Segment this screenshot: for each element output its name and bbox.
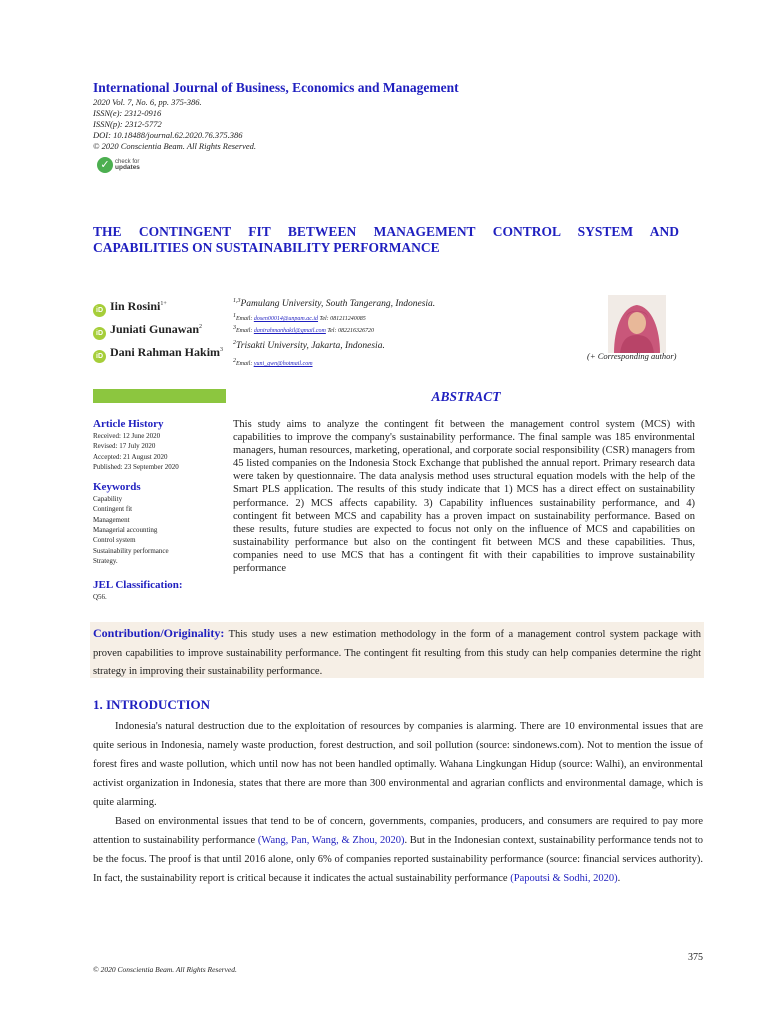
author-name: Iin Rosini bbox=[110, 299, 161, 313]
meta-line: © 2020 Conscientia Beam. All Rights Reserved. bbox=[93, 141, 257, 151]
author-photo bbox=[608, 295, 666, 353]
meta-line: DOI: 10.18488/journal.62.2020.76.375.386 bbox=[93, 130, 243, 140]
check-updates-line2: updates bbox=[115, 164, 140, 171]
keyword-item: Managerial accounting bbox=[93, 526, 158, 535]
jel-value: Q56. bbox=[93, 593, 107, 602]
footer-copyright: © 2020 Conscientia Beam. All Rights Reserved. bbox=[93, 965, 237, 974]
email-link-2[interactable]: yuni_gwn@hotmail.com bbox=[253, 361, 313, 368]
introduction-heading: 1. INTRODUCTION bbox=[93, 697, 211, 712]
history-item: Revised: 17 July 2020 bbox=[93, 442, 156, 451]
meta-line: 2020 Vol. 7, No. 6, pp. 375-386. bbox=[93, 97, 202, 107]
keyword-item: Control system bbox=[93, 536, 136, 545]
contribution-body: This study uses a new estimation methodology in the form of a management control system package with proven capabilities to improve sustainability performance. The contingent fit resulting from this study can help companies determine the right strategy in improving their sustainability performance. bbox=[93, 629, 701, 677]
orcid-icon[interactable]: iD bbox=[93, 304, 106, 317]
introduction-body bbox=[93, 717, 703, 888]
author-item bbox=[93, 317, 233, 340]
intro-paragraph-2: Based on environmental issues that tend to be of concern, governments, companies, producers, and consumers are required to pay more attention to sustainability performance (Wang, Pan, Wang, & Zhou, 2020). But in the Indonesian context, sustainability performance tends not to be the focus. The proof is that until 2016 alone, only 6% of companies reported sustainability performance (source: financial services authority). In fact, the sustainability report is critical because it indicates the actual sustainability performance (Papoutsi & Sodhi, 2020). bbox=[93, 816, 703, 884]
history-item: Published: 23 September 2020 bbox=[93, 462, 179, 471]
article-history-heading: Article History bbox=[93, 418, 164, 430]
journal-meta bbox=[93, 97, 256, 152]
email-line-2: $^2$Email: yuni_gwn@hotmail.com bbox=[233, 358, 313, 368]
author-name: Dani Rahman Hakim bbox=[110, 345, 221, 359]
contribution-label: Contribution/Originality: bbox=[93, 626, 225, 640]
keywords-heading: Keywords bbox=[93, 481, 141, 494]
email-line-1: $^1$Email: dosen00014@unpam.ac.id Tel: 081211240085 bbox=[233, 313, 366, 323]
author-item bbox=[93, 294, 233, 317]
author-photo-image bbox=[608, 295, 666, 353]
green-divider bbox=[93, 389, 226, 403]
keyword-item: Management bbox=[93, 515, 130, 524]
journal-title: International Journal of Business, Economics and Management bbox=[93, 80, 459, 95]
keyword-item: Capability bbox=[93, 495, 123, 504]
author-item bbox=[93, 343, 233, 363]
orcid-icon[interactable]: iD bbox=[93, 327, 106, 340]
affiliations bbox=[233, 294, 563, 369]
meta-line: ISSN(e): 2312-0916 bbox=[93, 108, 162, 118]
email-link-1[interactable]: dosen00014@unpam.ac.id bbox=[253, 316, 319, 323]
affiliation-1: $^{1,3}$Pamulang University, South Tangerang, Indonesia. bbox=[233, 298, 436, 310]
citation-link[interactable]: (Wang, Pan, Wang, & Zhou, 2020) bbox=[257, 835, 405, 846]
article-sidebar bbox=[93, 418, 231, 603]
keyword-item: Sustainability performance bbox=[93, 546, 169, 555]
page-number: 375 bbox=[688, 952, 703, 963]
paper-title: THE CONTINGENT FIT BETWEEN MANAGEMENT CONTROL SYSTEM AND CAPABILITIES ON SUSTAINABILITY PERFORMANCE bbox=[93, 224, 679, 255]
meta-line: ISSN(p): 2312-5772 bbox=[93, 119, 162, 129]
check-updates-line1: check for bbox=[115, 159, 140, 165]
abstract-body: This study aims to analyze the contingent fit between the management control system (MCS) with capabilities to improve the company's sustainability performance. The final sample was 185 environmental managers, human resources, marketing, operational, and corporate social responsibility (CSR) managers from 45 listed companies on the Indonesia Stock Exchange that published the annual report. Primary research data were taken by questionnaire. The data analysis method uses structural equation models with the help of the Smart PLS application. The results of this study indicate that 1) MCS has a direct effect on sustainability performance. 2) MCS affects capability. 3) Capability influences sustainability performance, and 4) contingent fit between MCS and capability has a proven impact on sustainability performance. Based on these results, future studies are expected to focus not only on the influence of MCS and capabilities on sustainability performance but also on the contingent fit between MCS and these capabilities. Thus, companies need to use MCS that has a contingent fit with their capabilities to improve sustainability performance bbox=[233, 419, 695, 575]
orcid-icon[interactable]: iD bbox=[93, 350, 106, 363]
jel-heading: JEL Classification: bbox=[93, 579, 183, 592]
author-sup: 2 bbox=[199, 324, 203, 330]
keyword-item: Strategy. bbox=[93, 556, 118, 565]
keyword-item: Contingent fit bbox=[93, 505, 133, 514]
affiliation-2: $^2$Trisakti University, Jakarta, Indonesia. bbox=[233, 340, 385, 352]
author-sup: 3 bbox=[220, 347, 224, 353]
author-list bbox=[93, 294, 233, 363]
email-link-3[interactable]: danirahmanhakil@gmail.com bbox=[253, 328, 326, 335]
check-icon: ✓ bbox=[97, 157, 113, 173]
author-name: Juniati Gunawan bbox=[110, 322, 200, 336]
contribution-text bbox=[93, 624, 701, 682]
citation-link[interactable]: (Papoutsi & Sodhi, 2020) bbox=[510, 873, 618, 884]
check-for-updates-badge[interactable] bbox=[97, 157, 140, 173]
author-sup: 1+ bbox=[160, 301, 167, 307]
abstract-heading: ABSTRACT bbox=[431, 389, 501, 404]
intro-paragraph-1: Indonesia's natural destruction due to the exploitation of resources by companies is alarming. There are 10 environmental issues that are quite serious in Indonesia, namely waste production, forest destruction, and soil pollution (source: sindonews.com). Not to mention the issue of forest fires and waste pollution, which until now has not been handled optimally. Wahana Lingkungan Hidup (source: Walhi), an environmental activist organization in Indonesia, states that there are more than 300 environmental and agrarian conflicts and environmental damage, which is quite alarming. bbox=[93, 721, 703, 808]
history-item: Received: 12 June 2020 bbox=[93, 432, 161, 440]
email-line-3: $^3$Email: danirahmanhakil@gmail.com Tel: 082216326720 bbox=[233, 325, 374, 335]
corresponding-note: (+ Corresponding author) bbox=[587, 351, 677, 361]
history-item: Accepted: 21 August 2020 bbox=[93, 452, 168, 461]
